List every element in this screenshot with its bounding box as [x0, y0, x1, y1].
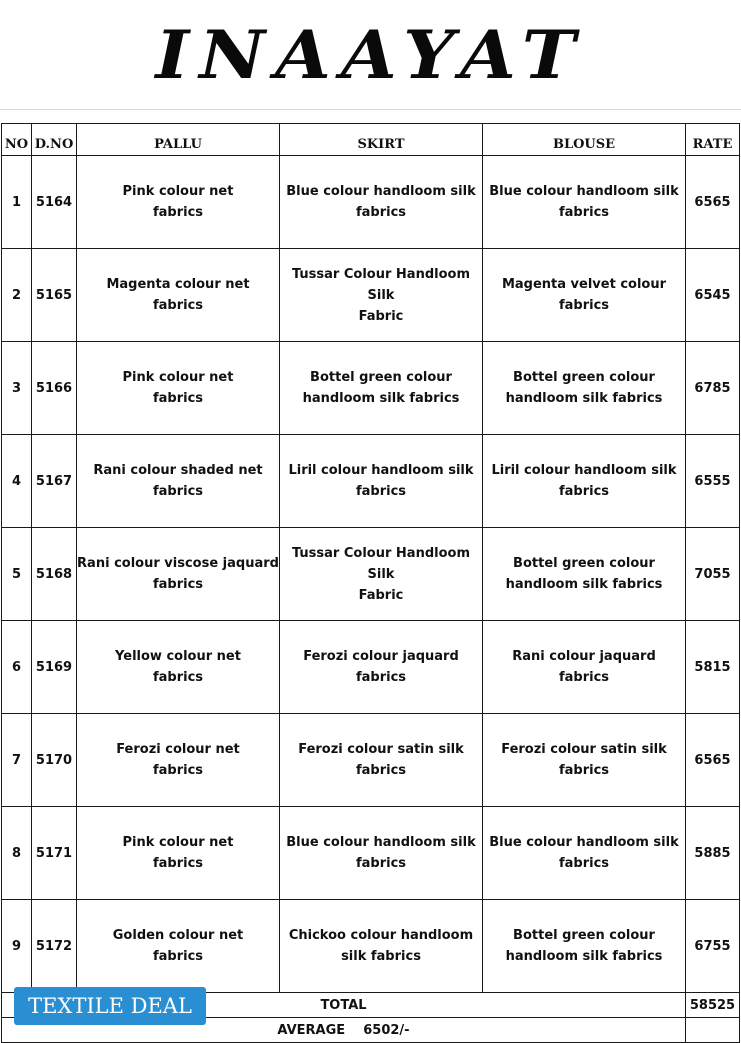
table-row	[2, 714, 740, 807]
row-skirt	[280, 621, 483, 714]
row-skirt-line: Fabric	[358, 308, 404, 324]
header-no: NO	[2, 124, 32, 156]
row-rate: 6555	[686, 435, 740, 528]
row-skirt-line: Ferozi colour jaquard	[303, 649, 459, 664]
total-label: TOTAL	[2, 993, 686, 1018]
catalog-table	[1, 123, 740, 1043]
table-row	[2, 156, 740, 249]
row-dno: 5166	[32, 342, 77, 435]
table-row	[2, 249, 740, 342]
header-pallu: PALLU	[77, 124, 280, 156]
row-pallu	[77, 342, 280, 435]
row-blouse-line: handloom silk fabrics	[505, 391, 663, 406]
row-blouse	[483, 249, 686, 342]
row-pallu	[77, 249, 280, 342]
row-skirt-line: Tussar Colour Handloom Silk	[291, 266, 470, 303]
table-row	[2, 900, 740, 993]
row-skirt-line: fabrics	[355, 763, 407, 778]
row-pallu-line: fabrics	[152, 577, 204, 592]
row-skirt	[280, 807, 483, 900]
row-rate: 6785	[686, 342, 740, 435]
row-skirt-line: Ferozi colour satin silk	[298, 742, 464, 757]
row-no: 8	[2, 807, 32, 900]
row-blouse-line: fabrics	[558, 484, 610, 499]
brand-title: INAAYAT	[155, 15, 586, 94]
average-text: AVERAGE 6502/-	[2, 1018, 686, 1043]
row-pallu-line: Magenta colour net	[106, 277, 250, 292]
row-pallu	[77, 435, 280, 528]
row-no: 4	[2, 435, 32, 528]
row-pallu-line: fabrics	[152, 670, 204, 685]
row-blouse	[483, 435, 686, 528]
textile-deal-badge: TEXTILE DEAL	[15, 988, 205, 1024]
row-pallu-line: fabrics	[152, 484, 204, 499]
row-skirt-line: Liril colour handloom silk	[288, 463, 474, 478]
row-blouse	[483, 621, 686, 714]
row-dno: 5170	[32, 714, 77, 807]
row-skirt-line: fabrics	[355, 484, 407, 499]
table-row	[2, 807, 740, 900]
row-blouse-line: Bottel green colour	[513, 928, 655, 943]
row-skirt	[280, 249, 483, 342]
total-value: 58525	[686, 993, 740, 1018]
row-pallu-line: Pink colour net	[122, 835, 234, 850]
row-rate: 6565	[686, 156, 740, 249]
row-pallu-line: Pink colour net	[122, 184, 234, 199]
row-blouse	[483, 156, 686, 249]
row-dno: 5165	[32, 249, 77, 342]
row-rate: 5885	[686, 807, 740, 900]
row-skirt-line: silk fabrics	[341, 949, 421, 964]
row-pallu-line: fabrics	[152, 763, 204, 778]
row-blouse-line: Magenta velvet colour	[501, 277, 667, 292]
row-blouse-line: Bottel green colour	[513, 556, 655, 571]
row-pallu-line: fabrics	[152, 298, 204, 313]
row-skirt-line: Tussar Colour Handloom Silk	[291, 545, 470, 582]
row-blouse-line: fabrics	[558, 205, 610, 220]
table-row	[2, 435, 740, 528]
row-skirt-line: Chickoo colour handloom	[288, 928, 474, 943]
row-dno: 5168	[32, 528, 77, 621]
row-pallu	[77, 807, 280, 900]
row-skirt	[280, 714, 483, 807]
row-pallu	[77, 156, 280, 249]
row-blouse	[483, 807, 686, 900]
row-rate: 5815	[686, 621, 740, 714]
row-rate: 6545	[686, 249, 740, 342]
row-skirt	[280, 900, 483, 993]
row-pallu-line: fabrics	[152, 205, 204, 220]
row-skirt	[280, 156, 483, 249]
row-pallu-line: Golden colour net	[112, 928, 244, 943]
header-rate: RATE	[686, 124, 740, 156]
row-rate: 6565	[686, 714, 740, 807]
average-empty-cell	[686, 1018, 740, 1043]
row-blouse	[483, 900, 686, 993]
row-no: 2	[2, 249, 32, 342]
row-blouse-line: handloom silk fabrics	[505, 949, 663, 964]
row-pallu-line: Rani colour viscose jaquard	[77, 556, 279, 571]
row-skirt	[280, 435, 483, 528]
header-blouse: BLOUSE	[483, 124, 686, 156]
row-blouse-line: handloom silk fabrics	[505, 577, 663, 592]
row-skirt-line: fabrics	[355, 670, 407, 685]
row-blouse	[483, 714, 686, 807]
row-skirt-line: handloom silk fabrics	[302, 391, 460, 406]
row-pallu-line: fabrics	[152, 856, 204, 871]
row-no: 1	[2, 156, 32, 249]
row-no: 6	[2, 621, 32, 714]
row-dno: 5172	[32, 900, 77, 993]
table-row	[2, 621, 740, 714]
row-blouse-line: Blue colour handloom silk	[489, 184, 679, 199]
table-row	[2, 528, 740, 621]
row-dno: 5167	[32, 435, 77, 528]
row-blouse-line: fabrics	[558, 298, 610, 313]
title-banner	[0, 0, 741, 110]
header-skirt: SKIRT	[280, 124, 483, 156]
row-dno: 5169	[32, 621, 77, 714]
row-pallu-line: fabrics	[152, 391, 204, 406]
row-pallu	[77, 900, 280, 993]
row-skirt-line: fabrics	[355, 205, 407, 220]
row-skirt-line: Bottel green colour	[310, 370, 452, 385]
row-no: 9	[2, 900, 32, 993]
row-pallu-line: fabrics	[152, 949, 204, 964]
row-rate: 7055	[686, 528, 740, 621]
row-blouse-line: fabrics	[558, 763, 610, 778]
row-pallu	[77, 621, 280, 714]
row-blouse-line: fabrics	[558, 670, 610, 685]
row-pallu-line: Pink colour net	[122, 370, 234, 385]
row-pallu	[77, 714, 280, 807]
row-blouse	[483, 528, 686, 621]
row-pallu-line: Yellow colour net	[115, 649, 241, 664]
row-blouse-line: Liril colour handloom silk	[491, 463, 677, 478]
row-dno: 5164	[32, 156, 77, 249]
row-blouse-line: Bottel green colour	[513, 370, 655, 385]
row-no: 7	[2, 714, 32, 807]
row-dno: 5171	[32, 807, 77, 900]
row-skirt	[280, 528, 483, 621]
row-pallu-line: Rani colour shaded net	[93, 463, 263, 478]
row-blouse-line: Rani colour jaquard	[512, 649, 656, 664]
row-skirt-line: Fabric	[358, 587, 404, 603]
header-row	[2, 124, 740, 156]
table-row	[2, 342, 740, 435]
row-pallu	[77, 528, 280, 621]
row-blouse-line: fabrics	[558, 856, 610, 871]
row-blouse	[483, 342, 686, 435]
row-no: 3	[2, 342, 32, 435]
row-pallu-line: Ferozi colour net	[116, 742, 240, 757]
row-no: 5	[2, 528, 32, 621]
row-blouse-line: Blue colour handloom silk	[489, 835, 679, 850]
header-dno: D.NO	[32, 124, 77, 156]
row-blouse-line: Ferozi colour satin silk	[501, 742, 667, 757]
row-skirt-line: Blue colour handloom silk	[286, 184, 476, 199]
row-skirt	[280, 342, 483, 435]
row-rate: 6755	[686, 900, 740, 993]
row-skirt-line: fabrics	[355, 856, 407, 871]
row-skirt-line: Blue colour handloom silk	[286, 835, 476, 850]
